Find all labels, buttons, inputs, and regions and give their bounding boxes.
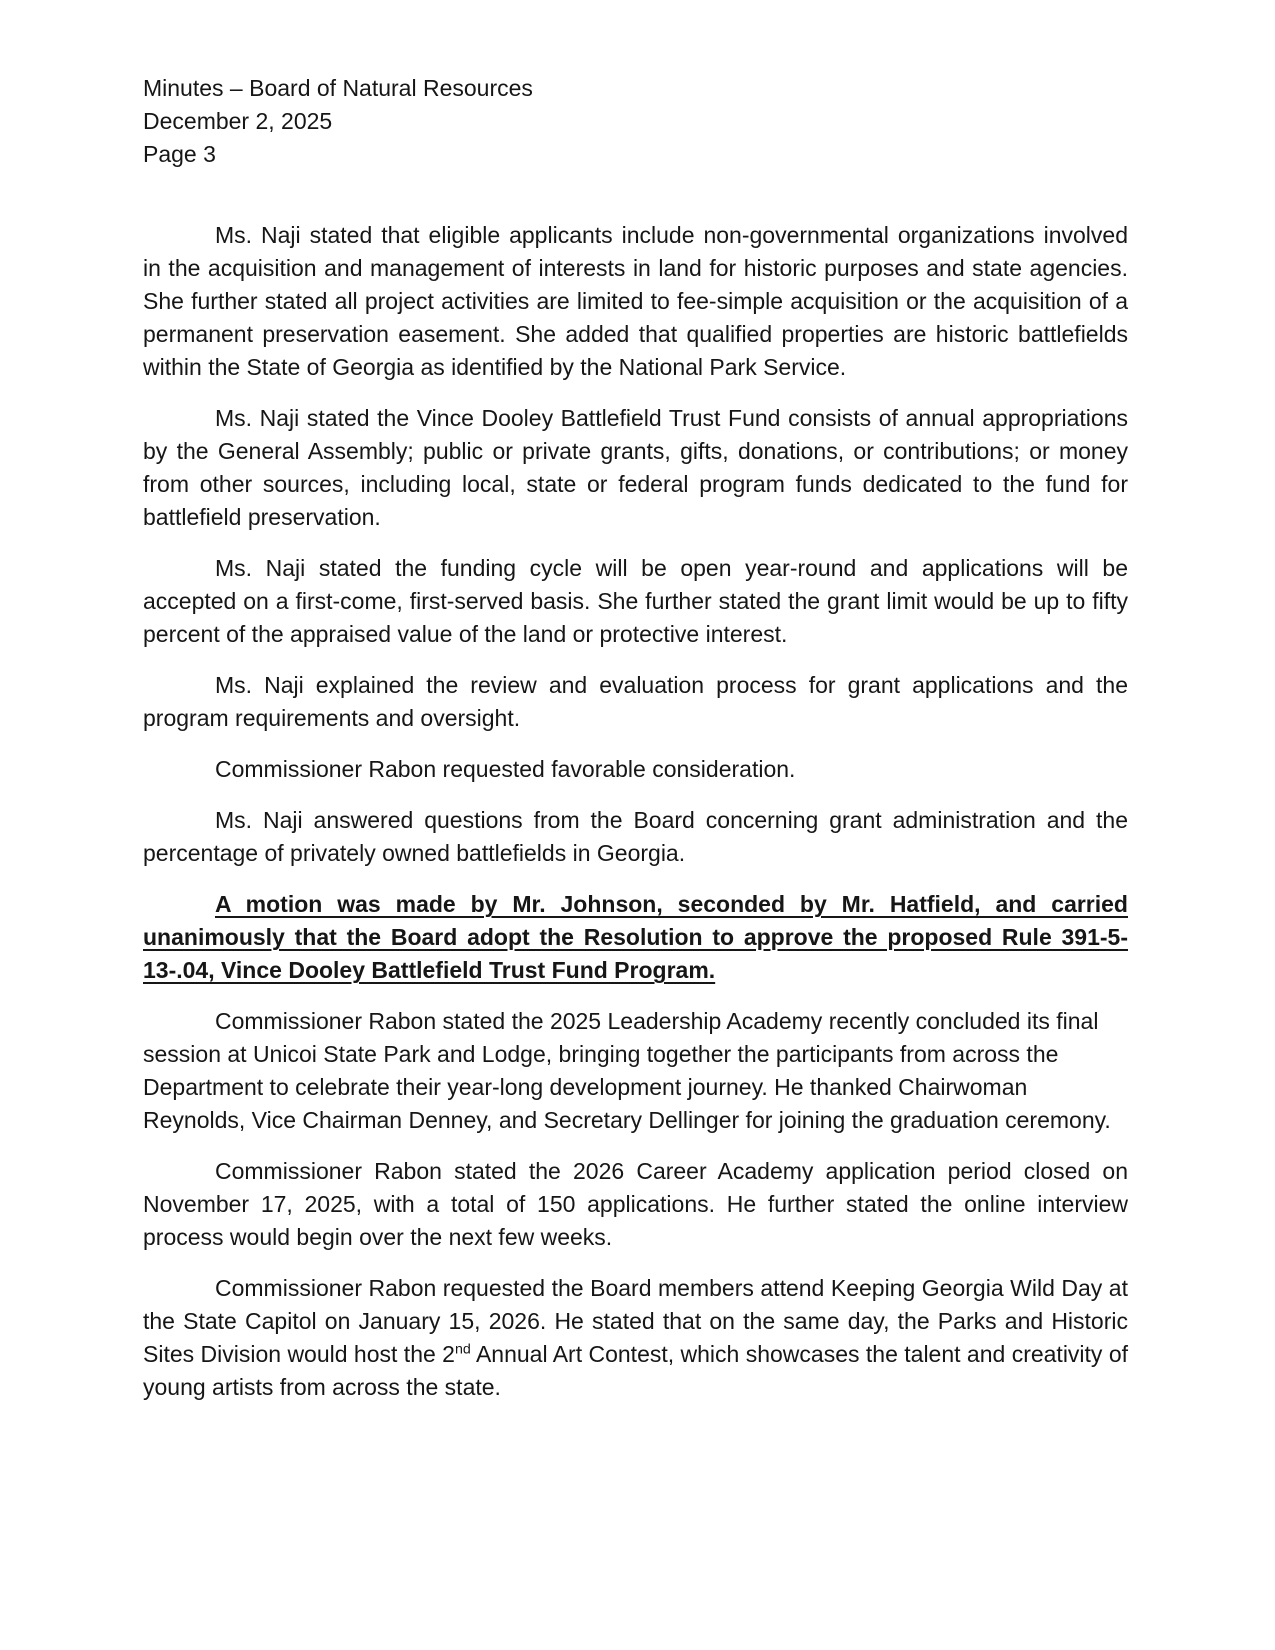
paragraph-favorable-consideration: Commissioner Rabon requested favorable consideration. — [215, 756, 796, 782]
paragraph-eligible-applicants: Ms. Naji stated that eligible applicants include non-governmental organizations involved in the acquisition and management of interests in land for historic purposes and state agencies. She further stated all project activities are limited to fee-simple acquisition or the acquisition of a permanent preservation easement. She added that qualified properties are historic battlefields within the State of Georgia as identified by the National Park Service. — [143, 222, 1128, 380]
page-header — [143, 72, 1128, 171]
motion-paragraph: A motion was made by Mr. Johnson, seconded by Mr. Hatfield, and carried unanimously that the Board adopt the Resolution to approve the proposed Rule 391-5-13-.04, Vince Dooley Battlefield Trust Fund Program. — [143, 891, 1128, 983]
document-body — [143, 219, 1128, 1404]
header-page-number: Page 3 — [143, 141, 216, 167]
paragraph-trust-fund-sources: Ms. Naji stated the Vince Dooley Battlefield Trust Fund consists of annual appropriations by the General Assembly; public or private grants, gifts, donations, or contributions; or money from other sources, including local, state or federal program funds dedicated to the fund for battlefield preservation. — [143, 405, 1128, 530]
paragraph-board-questions: Ms. Naji answered questions from the Board concerning grant administration and the percentage of privately owned battlefields in Georgia. — [143, 807, 1128, 866]
paragraph-wild-day: Commissioner Rabon requested the Board members attend Keeping Georgia Wild Day at the State Capitol on January 15, 2026. He stated that on the same day, the Parks and Historic Sites Division would host the 2nd Annual Art Contest, which showcases the talent and creativity of young artists from across the state. — [143, 1275, 1129, 1400]
document-page — [143, 72, 1128, 1422]
header-title-line: Minutes – Board of Natural Resources — [143, 75, 533, 101]
paragraph-leadership-academy: Commissioner Rabon stated the 2025 Leadership Academy recently concluded its final session at Unicoi State Park and Lodge, bringing together the participants from across the Department to celebrate their year-long development journey. He thanked Chairwoman Reynolds, Vice Chairman Denney, and Secretary Dellinger for joining the graduation ceremony. — [143, 1008, 1111, 1133]
paragraph-career-academy: Commissioner Rabon stated the 2026 Career Academy application period closed on November 17, 2025, with a total of 150 applications. He further stated the online interview process would begin over the next few weeks. — [143, 1158, 1128, 1250]
paragraph-review-process: Ms. Naji explained the review and evaluation process for grant applications and the program requirements and oversight. — [143, 672, 1128, 731]
paragraph-funding-cycle: Ms. Naji stated the funding cycle will be open year-round and applications will be accepted on a first-come, first-served basis. She further stated the grant limit would be up to fifty percent of the appraised value of the land or protective interest. — [143, 555, 1128, 647]
header-date-line: December 2, 2025 — [143, 108, 333, 134]
